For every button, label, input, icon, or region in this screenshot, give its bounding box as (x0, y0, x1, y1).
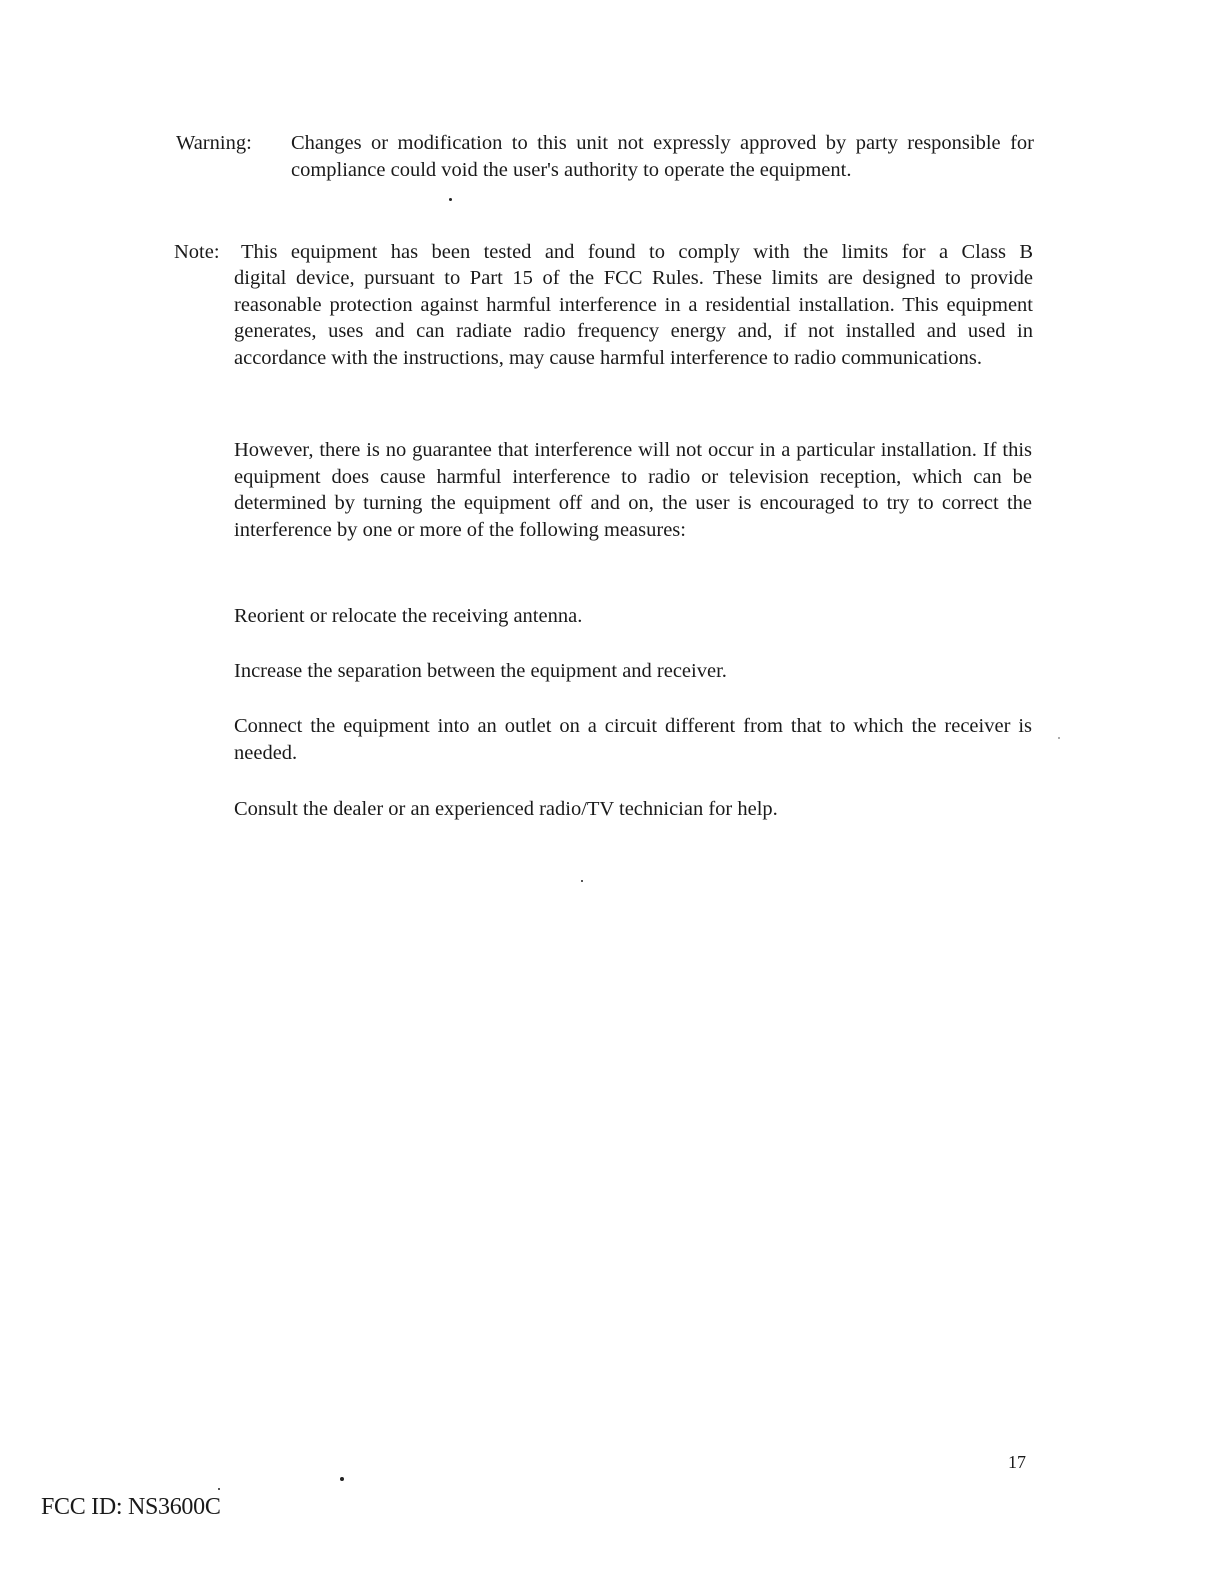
scan-speck (581, 880, 583, 882)
warning-text: Changes or modification to this unit not expressly approved by party responsible for compliance could void the user's authority to operate the equipment. (291, 132, 1034, 181)
fcc-id-label: FCC ID: NS3600C (41, 1494, 221, 1520)
note-text: digital device, pursuant to Part 15 of the FCC Rules. These limits are designed to provide reasonable protection against harmful interference in a residential installation. This equipment generates, uses and can radiate radio frequency energy and, if not installed and used in accordance with the instructions, may cause harmful interference to radio communications. (234, 267, 1033, 369)
scan-speck (1058, 737, 1060, 739)
measure-item: Connect the equipment into an outlet on a circuit different from that to which the receiver is needed. (234, 715, 1032, 764)
scan-speck (218, 1488, 220, 1490)
note-label: Note: (174, 241, 220, 263)
scan-speck (449, 198, 452, 201)
measure-item: Increase the separation between the equipment and receiver. (234, 660, 727, 682)
measure-item: Consult the dealer or an experienced radio/TV technician for help. (234, 798, 778, 820)
measure-item: Reorient or relocate the receiving antenna. (234, 605, 583, 627)
however-paragraph: However, there is no guarantee that interference will not occur in a particular installation. If this equipment does cause harmful interference to radio or television reception, which can be determined by turning the equipment off and on, the user is encouraged to try to correct the interference by one or more of the following measures: (234, 439, 1032, 541)
page-number: 17 (1008, 1452, 1026, 1472)
note-first-line: This equipment has been tested and found to comply with the limits for a Class B (241, 241, 1033, 263)
warning-label: Warning: (176, 132, 252, 154)
scan-speck (340, 1477, 344, 1481)
